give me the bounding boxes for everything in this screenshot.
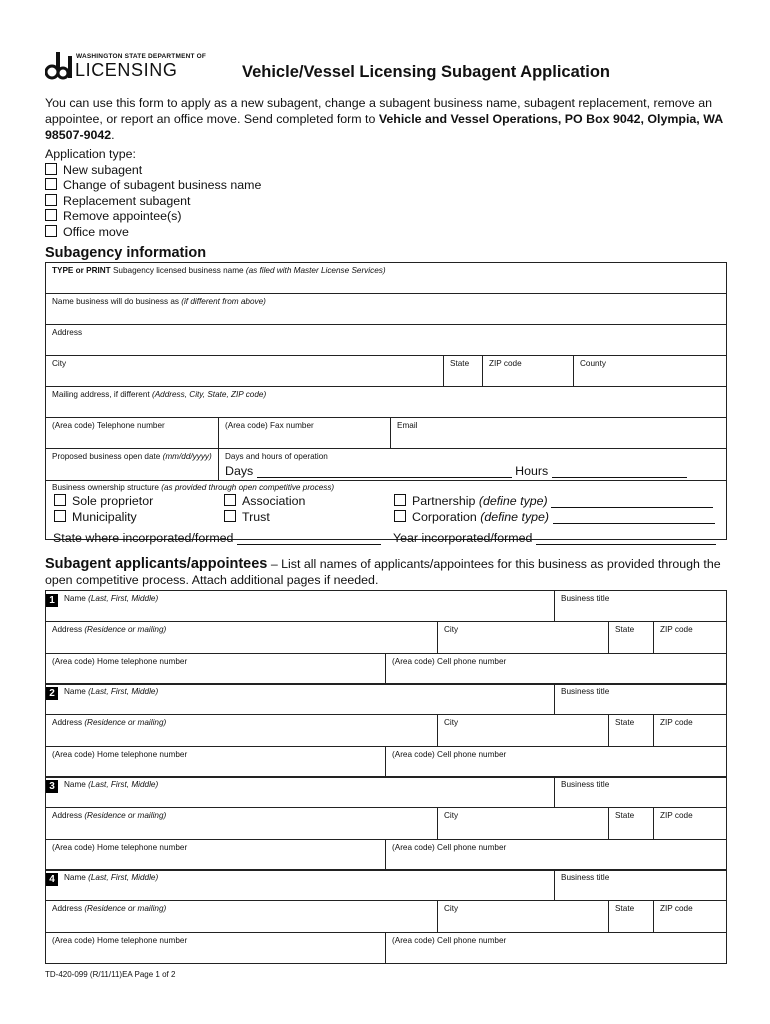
state-zip-cell [609,715,727,747]
applicant-zip-field[interactable] [653,808,699,839]
applicant-state-field[interactable] [609,808,653,839]
state-zip-cell [609,808,727,840]
applicant-zip-field[interactable] [653,901,699,932]
applicant-address-field[interactable] [46,901,438,933]
state-incorporated-row [53,531,381,545]
option-label: Office move [63,224,129,239]
name-label: Name [64,780,89,789]
checkbox[interactable] [224,510,236,522]
address-note: (Residence or mailing) [84,904,167,913]
days-input[interactable] [257,468,512,478]
ownership-trust[interactable] [224,510,270,524]
app-type-option[interactable] [45,225,261,241]
address-note: (Residence or mailing) [84,811,167,820]
applicant-state-field[interactable] [609,901,653,932]
applicant-state-field[interactable] [609,715,653,746]
ownership-partnership[interactable] [394,494,713,508]
applicant-city-field[interactable] [438,808,609,840]
partnership-type-input[interactable] [551,498,713,508]
home-phone-label: (Area code) Home telephone number [52,936,188,945]
applicant-number: 1 [46,594,58,607]
applicants-heading [45,556,735,588]
city-label: City [444,625,459,634]
business-title-field[interactable] [555,870,727,901]
applicant-city-field[interactable] [438,622,609,654]
ownership-note: (as provided through open competitive process) [161,483,335,492]
cell-phone-label: (Area code) Cell phone number [392,657,507,666]
applicant-number: 3 [46,780,58,793]
cell-phone-field[interactable] [386,840,727,871]
cell-phone-field[interactable] [386,933,727,964]
home-phone-field[interactable] [46,747,386,778]
checkbox[interactable] [45,194,57,206]
home-phone-field[interactable] [46,840,386,871]
county-label: County [580,359,606,368]
applicant-name-field[interactable] [46,591,555,622]
option-label: Change of subagent business name [63,178,262,192]
app-type-option[interactable] [45,209,261,225]
checkbox[interactable] [54,494,66,506]
zip-label: ZIP code [660,718,693,727]
home-phone-label: (Area code) Home telephone number [52,843,188,852]
dba-field[interactable] [46,294,727,325]
state-incorporated-input[interactable] [237,535,381,545]
business-title-field[interactable] [555,684,727,715]
option-label: Partnership [412,494,479,508]
state-incorporated-label: State where incorporated/formed [53,531,234,545]
licensed-name-label: Subagency licensed business name [110,266,246,275]
licensed-name-note: (as filed with Master License Services) [245,266,386,275]
mailing-note: (Address, City, State, ZIP code) [151,390,267,399]
app-type-option[interactable] [45,163,261,179]
home-phone-field[interactable] [46,933,386,964]
dol-logo [45,50,207,82]
dol-logo-mark-icon [45,52,73,80]
address-label: Address [52,625,85,634]
ownership-label: Business ownership structure [52,483,162,492]
intro-paragraph [45,95,725,143]
open-date-field[interactable] [46,449,219,481]
applicant-zip-field[interactable] [653,715,699,746]
telephone-field[interactable] [46,418,219,449]
business-title-label: Business title [561,780,610,789]
state-zip-cell [609,622,727,654]
dba-label: Name business will do business as [52,297,182,306]
option-note: (define type) [480,510,550,524]
checkbox[interactable] [45,163,57,175]
ownership-sole[interactable] [54,494,153,508]
option-label: Remove appointee(s) [63,209,182,223]
fax-field[interactable] [219,418,391,449]
hours-input[interactable] [552,468,687,478]
city-label: City [444,718,459,727]
name-label: Name [64,594,89,603]
business-title-label: Business title [561,687,610,696]
county-field[interactable] [574,356,727,387]
checkbox[interactable] [394,494,406,506]
fax-label: (Area code) Fax number [225,421,314,430]
applicant-state-field[interactable] [609,622,653,653]
option-label: Trust [242,510,270,524]
state-field[interactable] [444,356,483,387]
year-incorporated-input[interactable] [536,535,716,545]
checkbox[interactable] [45,225,57,237]
application-type-label: Application type: [45,147,136,161]
state-label: State [615,904,635,913]
logo-name-text: LICENSING [75,60,178,80]
applicants-heading-title: Subagent applicants/appointees [45,556,268,572]
app-type-option[interactable] [45,178,261,194]
ownership-corporation[interactable] [394,510,715,524]
email-label: Email [397,421,418,430]
business-title-label: Business title [561,594,610,603]
city-field[interactable] [46,356,444,387]
address-note: (Residence or mailing) [84,625,167,634]
option-label: Replacement subagent [63,193,191,208]
ownership-municipality[interactable] [54,510,137,524]
name-note: (Last, First, Middle) [88,873,159,882]
year-incorporated-row [393,531,716,545]
form-footer: TD-420-099 (R/11/11)EA Page 1 of 2 [45,970,176,979]
city-label: City [444,811,459,820]
days-label: Days [225,464,254,478]
subagency-form [45,262,727,540]
application-type-group [45,147,261,240]
type-print-label: TYPE or PRINT [52,266,111,275]
address-label: Address [52,904,85,913]
telephone-label: (Area code) Telephone number [52,421,165,430]
page-title: Vehicle/Vessel Licensing Subagent Application [242,63,610,81]
zip-label: ZIP code [660,811,693,820]
cell-phone-label: (Area code) Cell phone number [392,936,507,945]
option-note: (define type) [478,494,548,508]
cell-phone-label: (Area code) Cell phone number [392,750,507,759]
intro-text: You can use this form to apply as a new subagent, change a subagent business name, subagent replacement, remove an appointee, or report an office move. Send completed form to [45,96,713,126]
option-label: Sole proprietor [72,494,154,508]
zip-label: ZIP code [660,625,693,634]
applicant-city-field[interactable] [438,901,609,933]
applicant-number: 4 [46,873,58,886]
home-phone-label: (Area code) Home telephone number [52,750,188,759]
checkbox[interactable] [394,510,406,522]
intro-end: . [111,128,115,142]
home-phone-label: (Area code) Home telephone number [52,657,188,666]
applicant-block-3 [45,776,727,871]
checkbox[interactable] [54,510,66,522]
business-title-label: Business title [561,873,610,882]
zip-label: ZIP code [660,904,693,913]
name-label: Name [64,687,89,696]
state-label: State [450,359,470,368]
corporation-type-input[interactable] [553,514,715,524]
address-label: Address [52,328,83,337]
email-field[interactable] [391,418,727,449]
city-label: City [444,904,459,913]
hours-label: Hours [515,464,549,478]
days-hours-label: Days and hours of operation [225,452,328,461]
subagency-heading: Subagency information [45,245,207,261]
option-label: Municipality [72,510,137,524]
name-note: (Last, First, Middle) [88,780,159,789]
zip-label: ZIP code [489,359,522,368]
applicant-number: 2 [46,687,58,700]
checkbox[interactable] [224,494,236,506]
applicant-name-field[interactable] [46,777,555,808]
intro-address: Vehicle and Vessel Operations, PO Box 9042, Olympia, WA 98507-9042 [45,112,723,142]
applicant-address-field[interactable] [46,808,438,840]
cell-phone-field[interactable] [386,654,727,685]
ownership-association[interactable] [224,494,305,508]
address-label: Address [52,718,85,727]
zip-field[interactable] [483,356,574,387]
checkbox[interactable] [45,178,57,190]
state-label: State [615,811,635,820]
name-note: (Last, First, Middle) [88,594,159,603]
option-label: Corporation [412,510,481,524]
applicant-block-2 [45,683,727,778]
checkbox[interactable] [45,209,57,221]
year-incorporated-label: Year incorporated/formed [393,531,533,545]
city-label: City [52,359,67,368]
business-title-field[interactable] [555,591,727,622]
applicant-city-field[interactable] [438,715,609,747]
dba-note: (if different from above) [181,297,266,306]
state-label: State [615,625,635,634]
applicant-address-field[interactable] [46,622,438,654]
licensed-name-field[interactable] [46,263,727,294]
state-zip-cell [609,901,727,933]
address-note: (Residence or mailing) [84,718,167,727]
open-date-note: (mm/dd/yyyy) [162,452,212,461]
state-label: State [615,718,635,727]
mailing-address-field[interactable] [46,387,727,418]
home-phone-field[interactable] [46,654,386,685]
business-title-field[interactable] [555,777,727,808]
address-label: Address [52,811,85,820]
name-label: Name [64,873,89,882]
option-label: Association [242,494,306,508]
applicant-zip-field[interactable] [653,622,699,653]
address-field[interactable] [46,325,727,356]
cell-phone-field[interactable] [386,747,727,778]
applicant-address-field[interactable] [46,715,438,747]
cell-phone-label: (Area code) Cell phone number [392,843,507,852]
app-type-option[interactable] [45,194,261,210]
applicant-name-field[interactable] [46,684,555,715]
applicant-block-4 [45,869,727,964]
applicant-name-field[interactable] [46,870,555,901]
days-hours-field[interactable] [219,449,727,481]
option-label: New subagent [63,162,143,177]
logo-dept-text: WASHINGTON STATE DEPARTMENT OF [76,53,207,60]
applicant-block-1 [45,590,727,685]
mailing-label: Mailing address, if different [52,390,152,399]
open-date-label: Proposed business open date [52,452,163,461]
applicants-heading-text: – List all names of applicants/appointees for this business as provided through the open competitive process. Attach additional pages if needed. [45,557,721,587]
name-note: (Last, First, Middle) [88,687,159,696]
